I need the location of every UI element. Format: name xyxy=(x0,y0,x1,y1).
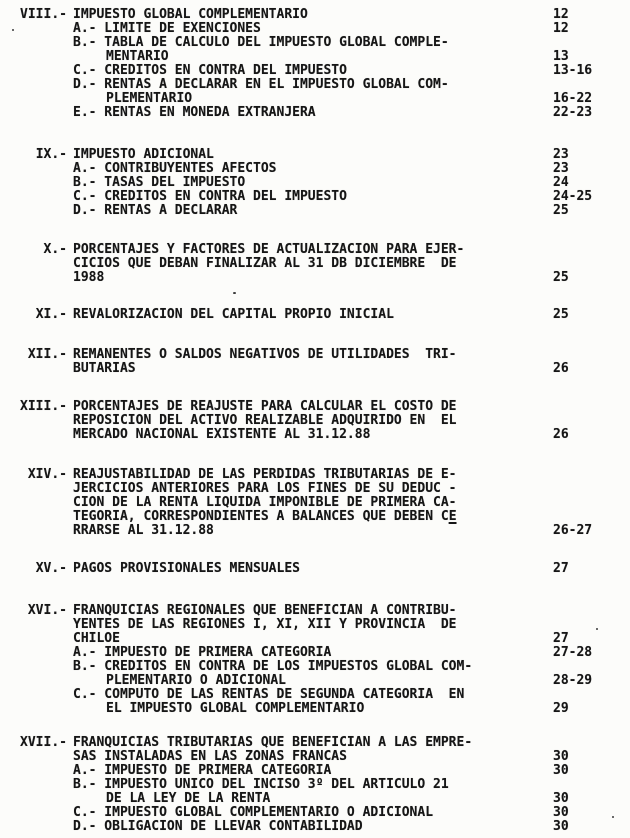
toc-text xyxy=(73,764,331,778)
toc-numeral: XIII.- xyxy=(20,399,67,414)
toc-page-number: 22-23 xyxy=(553,105,593,120)
toc-line xyxy=(0,78,630,92)
toc-page-number: 12 xyxy=(553,21,569,36)
toc-line xyxy=(0,243,630,257)
toc-numeral: XII.- xyxy=(27,347,67,362)
toc-page-number: 30 xyxy=(553,749,569,764)
toc-text xyxy=(73,688,464,702)
scan-speck xyxy=(596,628,598,630)
toc-text-main: A.- LIMITE DE EXENCIONES xyxy=(73,21,261,36)
toc-text xyxy=(73,8,308,22)
toc-line xyxy=(0,428,630,442)
toc-line xyxy=(0,414,630,428)
toc-section xyxy=(0,604,630,716)
toc-section xyxy=(0,308,630,322)
toc-numeral: XVI.- xyxy=(27,603,67,618)
toc-text xyxy=(73,78,449,92)
toc-text xyxy=(73,176,245,190)
toc-text-main: B.- IMPUESTO UNICO DEL INCISO 3º DEL ARTICULO 21 xyxy=(73,777,449,792)
toc-text-main: IMPUESTO GLOBAL COMPLEMENTARIO xyxy=(73,7,308,22)
toc-line xyxy=(0,162,630,176)
toc-page-number: 27 xyxy=(553,631,569,646)
toc-page-number: 28-29 xyxy=(553,673,593,688)
toc-text-main: 1988 xyxy=(73,270,105,285)
toc-line xyxy=(0,482,630,496)
toc-text xyxy=(106,92,192,106)
toc-text xyxy=(73,562,300,576)
toc-text xyxy=(73,308,394,322)
toc-text-main: A.- IMPUESTO DE PRIMERA CATEGORIA xyxy=(73,645,332,660)
toc-text xyxy=(73,106,316,120)
toc-text-main: FRANQUICIAS REGIONALES QUE BENEFICIAN A CONTRIBU- xyxy=(73,603,457,618)
toc-text-main: REAJUSTABILIDAD DE LAS PERDIDAS TRIBUTARIAS DE E- xyxy=(73,467,457,482)
toc-line xyxy=(0,176,630,190)
toc-page-number: 25 xyxy=(553,270,569,285)
toc-text-main: REPOSICION DEL ACTIVO REALIZABLE ADQUIRIDO EN EL xyxy=(73,413,457,428)
toc-text xyxy=(73,632,120,646)
toc-numeral: XIV.- xyxy=(27,467,67,482)
toc-line xyxy=(0,750,630,764)
toc-text-main: YENTES DE LAS REGIONES I, XI, XII Y PROVINCIA DE xyxy=(73,617,457,632)
toc-page-number: 30 xyxy=(553,819,569,834)
toc-line xyxy=(0,562,630,576)
toc-text-main: EL IMPUESTO GLOBAL COMPLEMENTARIO xyxy=(106,701,365,716)
toc-line xyxy=(0,106,630,120)
toc-text-main: BUTARIAS xyxy=(73,361,136,376)
toc-numeral: VIII.- xyxy=(20,7,67,22)
toc-line xyxy=(0,604,630,618)
toc-line xyxy=(0,820,630,834)
toc-line xyxy=(0,257,630,271)
toc-text xyxy=(73,257,457,271)
toc-text-main: FRANQUICIAS TRIBUTARIAS QUE BENEFICIAN A LAS EMPRE- xyxy=(73,735,473,750)
toc-text xyxy=(73,778,449,792)
toc-text xyxy=(73,428,370,442)
toc-line xyxy=(0,362,630,376)
toc-text-main: SAS INSTALADAS EN LAS ZONAS FRANCAS xyxy=(73,749,347,764)
toc-line xyxy=(0,204,630,218)
toc-page-number: 25 xyxy=(553,307,569,322)
toc-line xyxy=(0,22,630,36)
toc-text xyxy=(73,524,214,538)
toc-line xyxy=(0,8,630,22)
toc-text xyxy=(106,50,169,64)
toc-page-number: 13-16 xyxy=(553,63,593,78)
toc-text-main: C.- CREDITOS EN CONTRA DEL IMPUESTO xyxy=(73,63,347,78)
toc-line xyxy=(0,702,630,716)
toc-numeral: XI.- xyxy=(35,307,67,322)
toc-section xyxy=(0,468,630,538)
toc-text xyxy=(73,482,457,496)
toc-page-number: 13 xyxy=(553,49,569,64)
toc-text-main: CHILOE xyxy=(73,631,120,646)
table-of-contents xyxy=(0,8,630,834)
toc-text xyxy=(73,36,449,50)
toc-text-main: D.- RENTAS A DECLARAR xyxy=(73,203,238,218)
toc-page-number: 29 xyxy=(553,701,569,716)
toc-text-main: REMANENTES O SALDOS NEGATIVOS DE UTILIDADES TRI- xyxy=(73,347,457,362)
toc-text-main: PLEMENTARIO xyxy=(106,91,193,106)
toc-text-main: RRARSE AL 31.12.88 xyxy=(73,523,214,538)
toc-text xyxy=(73,414,457,428)
toc-line xyxy=(0,496,630,510)
toc-text-main: E.- RENTAS EN MONEDA EXTRANJERA xyxy=(73,105,316,120)
toc-page-number: 25 xyxy=(553,203,569,218)
toc-page-number: 26 xyxy=(553,427,569,442)
toc-text-main: C.- IMPUESTO GLOBAL COMPLEMENTARIO O ADICIONAL xyxy=(73,805,434,820)
toc-text-main: B.- TABLA DE CALCULO DEL IMPUESTO GLOBAL COMPLE- xyxy=(73,35,449,50)
toc-line xyxy=(0,348,630,362)
toc-text xyxy=(106,792,270,806)
scan-speck xyxy=(612,816,614,818)
toc-text xyxy=(73,468,457,482)
toc-text-main: PAGOS PROVISIONALES MENSUALES xyxy=(73,561,300,576)
toc-line xyxy=(0,190,630,204)
toc-page-number: 27 xyxy=(553,561,569,576)
toc-text xyxy=(73,162,277,176)
toc-text xyxy=(73,204,237,218)
toc-line xyxy=(0,618,630,632)
toc-numeral: IX.- xyxy=(35,147,67,162)
toc-text xyxy=(106,702,364,716)
toc-line xyxy=(0,64,630,78)
toc-page-number: 26-27 xyxy=(553,523,593,538)
toc-text xyxy=(106,674,286,688)
toc-text xyxy=(73,496,457,510)
toc-text-main: A.- CONTRIBUYENTES AFECTOS xyxy=(73,161,277,176)
toc-text-main: TEGORIA, CORRESPONDIENTES A BALANCES QUE DEBEN C xyxy=(73,509,449,524)
toc-line xyxy=(0,148,630,162)
toc-numeral: XV.- xyxy=(35,561,67,576)
toc-section xyxy=(0,148,630,218)
toc-text-main: C.- CREDITOS EN CONTRA DEL IMPUESTO xyxy=(73,189,347,204)
toc-text-main: MENTARIO xyxy=(106,49,169,64)
toc-text xyxy=(73,820,363,834)
toc-text xyxy=(73,736,472,750)
toc-text-main: DE LA LEY DE LA RENTA xyxy=(106,791,271,806)
toc-section xyxy=(0,243,630,285)
scan-speck xyxy=(233,292,236,294)
toc-section xyxy=(0,348,630,376)
toc-text xyxy=(73,271,104,285)
toc-text-underlined: E xyxy=(448,509,457,524)
toc-line xyxy=(0,271,630,285)
toc-text-main: CION DE LA RENTA LIQUIDA IMPONIBLE DE PRIMERA CA- xyxy=(73,495,457,510)
toc-page-number: 24 xyxy=(553,175,569,190)
toc-line xyxy=(0,524,630,538)
toc-line xyxy=(0,468,630,482)
toc-line xyxy=(0,806,630,820)
toc-text-main: B.- TASAS DEL IMPUESTO xyxy=(73,175,246,190)
scan-speck xyxy=(12,29,14,31)
toc-line xyxy=(0,674,630,688)
toc-text xyxy=(73,362,136,376)
toc-section xyxy=(0,8,630,120)
toc-text xyxy=(73,750,347,764)
toc-text xyxy=(73,510,457,524)
toc-page-number: 24-25 xyxy=(553,189,593,204)
toc-text-main: PORCENTAJES DE REAJUSTE PARA CALCULAR EL COSTO DE xyxy=(73,399,457,414)
toc-page-number: 30 xyxy=(553,763,569,778)
toc-text-main: PLEMENTARIO O ADICIONAL xyxy=(106,673,287,688)
toc-text-main: PORCENTAJES Y FACTORES DE ACTUALIZACION PARA EJER- xyxy=(73,242,465,257)
toc-text xyxy=(73,243,464,257)
toc-line xyxy=(0,688,630,702)
toc-text xyxy=(73,618,457,632)
toc-section xyxy=(0,736,630,834)
toc-text-main: IMPUESTO ADICIONAL xyxy=(73,147,214,162)
toc-page-number: 26 xyxy=(553,361,569,376)
toc-text-main: D.- RENTAS A DECLARAR EN EL IMPUESTO GLOBAL COM- xyxy=(73,77,449,92)
toc-line xyxy=(0,660,630,674)
toc-page-number: 23 xyxy=(553,147,569,162)
toc-text-main: REVALORIZACION DEL CAPITAL PROPIO INICIAL xyxy=(73,307,394,322)
toc-numeral: X.- xyxy=(43,242,67,257)
toc-page-number: 12 xyxy=(553,7,569,22)
toc-text xyxy=(73,64,347,78)
toc-text-main: C.- COMPUTO DE LAS RENTAS DE SEGUNDA CATEGORIA EN xyxy=(73,687,465,702)
toc-text xyxy=(73,646,331,660)
toc-text xyxy=(73,22,261,36)
toc-section xyxy=(0,400,630,442)
toc-text xyxy=(73,660,472,674)
toc-section xyxy=(0,562,630,576)
toc-line xyxy=(0,510,630,524)
toc-numeral: XVII.- xyxy=(20,735,67,750)
toc-page-number: 27-28 xyxy=(553,645,593,660)
toc-text-main: JERCICIOS ANTERIORES PARA LOS FINES DE SU DEDUC - xyxy=(73,481,457,496)
toc-line xyxy=(0,50,630,64)
toc-text xyxy=(73,190,347,204)
toc-line xyxy=(0,36,630,50)
toc-page-number: 23 xyxy=(553,161,569,176)
toc-line xyxy=(0,764,630,778)
toc-text xyxy=(73,148,214,162)
toc-text xyxy=(73,806,433,820)
toc-page-number: 30 xyxy=(553,805,569,820)
toc-line xyxy=(0,792,630,806)
toc-text-main: A.- IMPUESTO DE PRIMERA CATEGORIA xyxy=(73,763,332,778)
toc-text xyxy=(73,604,457,618)
toc-line xyxy=(0,632,630,646)
toc-line xyxy=(0,778,630,792)
toc-line xyxy=(0,736,630,750)
toc-text-main: D.- OBLIGACION DE LLEVAR CONTABILIDAD xyxy=(73,819,363,834)
toc-text-main: B.- CREDITOS EN CONTRA DE LOS IMPUESTOS GLOBAL COM- xyxy=(73,659,473,674)
toc-text xyxy=(73,400,457,414)
toc-text-main: MERCADO NACIONAL EXISTENTE AL 31.12.88 xyxy=(73,427,371,442)
toc-page-number: 16-22 xyxy=(553,91,593,106)
toc-line xyxy=(0,92,630,106)
toc-page-number: 30 xyxy=(553,791,569,806)
toc-line xyxy=(0,400,630,414)
toc-line xyxy=(0,308,630,322)
toc-line xyxy=(0,646,630,660)
toc-text xyxy=(73,348,457,362)
toc-text-main: CICIOS QUE DEBAN FINALIZAR AL 31 DB DICIEMBRE DE xyxy=(73,256,457,271)
